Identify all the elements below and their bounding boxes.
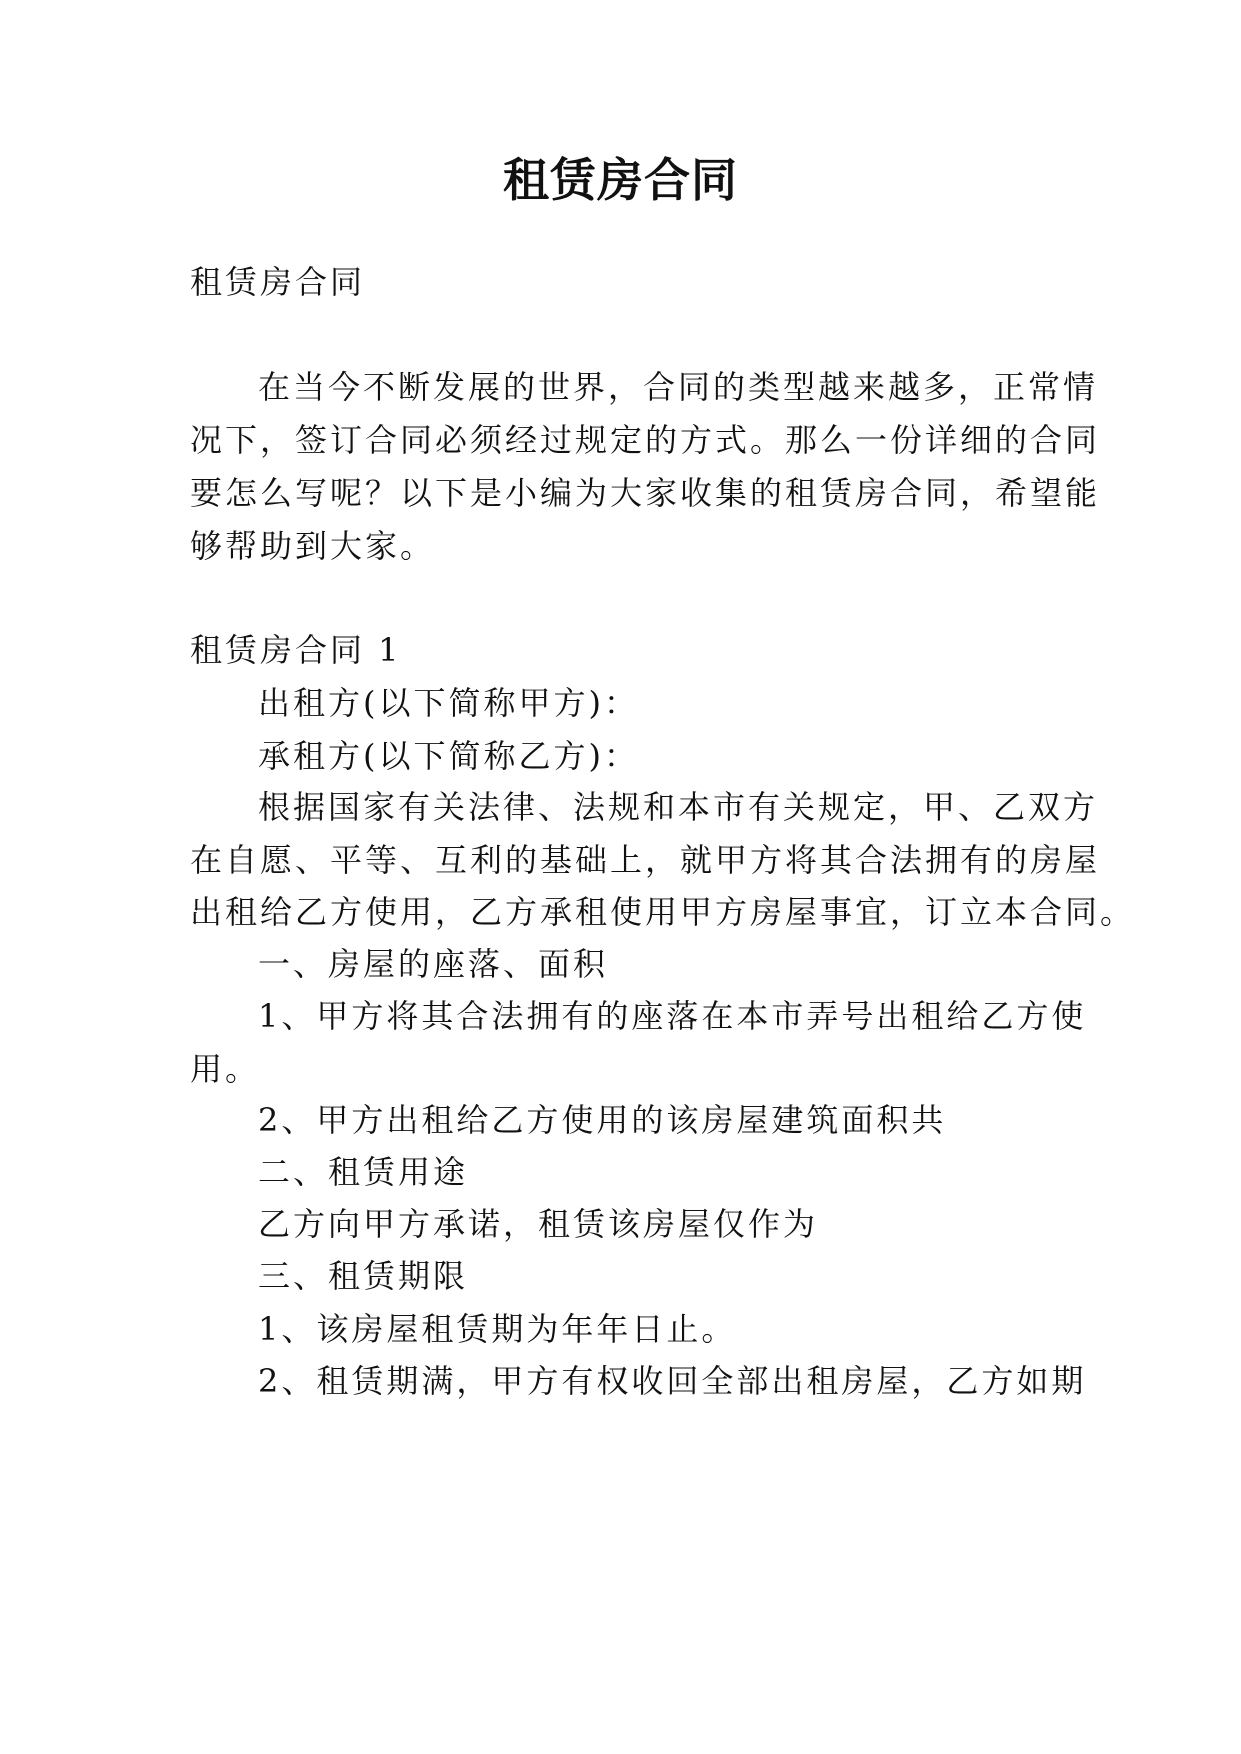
lessee-line: 承租方(以下简称乙方)： [258,737,639,775]
clause-3-heading: 三、租赁期限 [258,1257,469,1295]
lessor-line: 出租方(以下简称甲方)： [258,684,639,722]
section-heading: 租赁房合同 1 [190,631,402,669]
clause-3-item-1: 1、该房屋租赁期为年年日止。 [258,1310,737,1348]
clause-2-text: 乙方向甲方承诺，租赁该房屋仅作为 [258,1205,819,1243]
document-subtitle: 租赁房合同 [190,263,366,301]
clause-1-item-1-line-1: 1、甲方将其合法拥有的座落在本市弄号出租给乙方使 [258,997,1087,1035]
clause-2-heading: 二、租赁用途 [258,1153,469,1191]
intro-line-3: 要怎么写呢？以下是小编为大家收集的租赁房合同，希望能 [190,474,1101,512]
clause-1-item-2: 2、甲方出租给乙方使用的该房屋建筑面积共 [258,1101,947,1139]
clause-3-item-2: 2、租赁期满，甲方有权收回全部出租房屋，乙方如期 [258,1362,1087,1400]
intro-line-2: 况下，签订合同必须经过规定的方式。那么一份详细的合同 [190,421,1101,459]
intro-line-4: 够帮助到大家。 [190,527,436,565]
preamble-line-3: 出租给乙方使用，乙方承租使用甲方房屋事宜，订立本合同。 [190,893,1136,931]
intro-line-1: 在当今不断发展的世界，合同的类型越来越多，正常情 [258,368,1099,406]
preamble-line-1: 根据国家有关法律、法规和本市有关规定，甲、乙双方 [258,788,1099,826]
document-title: 租赁房合同 [503,153,738,207]
preamble-line-2: 在自愿、平等、互利的基础上，就甲方将其合法拥有的房屋 [190,841,1101,879]
clause-1-heading: 一、房屋的座落、面积 [258,945,609,983]
clause-1-item-1-line-2: 用。 [190,1050,261,1088]
